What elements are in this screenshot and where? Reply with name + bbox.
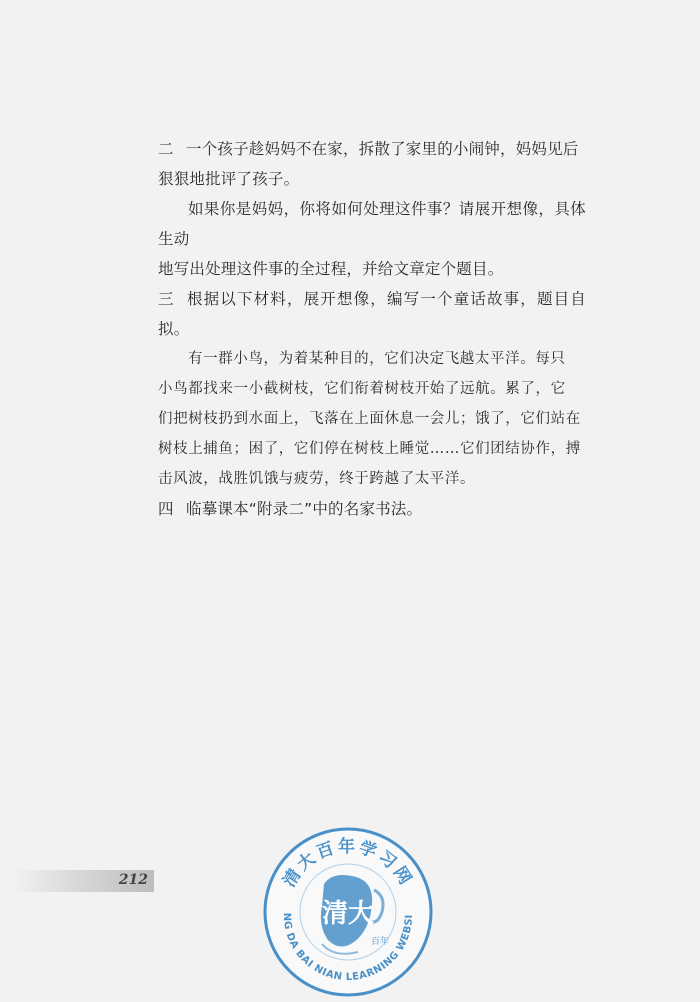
watermark-seal xyxy=(262,826,434,998)
exercise-4-text: 临摹课本“附录二”中的名家书法。 xyxy=(186,500,423,518)
exercise-3-text: 根据以下材料，展开想像，编写一个童话故事，题目自拟。 xyxy=(158,290,586,338)
exercise-2-line1: 一个孩子趁妈妈不在家，拆散了家里的小闹钟，妈妈见后 xyxy=(186,140,579,158)
page-number-bar xyxy=(14,870,154,892)
page-number: 212 xyxy=(118,872,148,888)
exercise-2-prompt2: 地写出处理这件事的全过程，并给文章定个题目。 xyxy=(158,260,504,278)
seal-small-chars: 百年 xyxy=(370,937,390,947)
seal-logo-icon xyxy=(262,826,434,998)
story-line: 有一群小鸟，为着某种目的，它们决定飞越太平洋。每只 xyxy=(188,351,566,367)
exercise-2-label: 二 xyxy=(158,140,174,158)
exercise-2 xyxy=(158,134,586,164)
story-line: 树枝上捕鱼；困了，它们停在树枝上睡觉……它们团结协作，搏 xyxy=(158,441,581,457)
seal-bottom-text: NG DA BAI NIAN LEARNING WEBSI xyxy=(280,912,416,984)
exercise-text xyxy=(158,134,586,524)
story-line: 小鸟都找来一小截树枝，它们衔着树枝开始了远航。累了，它 xyxy=(158,381,566,397)
seal-top-text: 清大百年学习网 xyxy=(279,837,417,891)
exercise-2-prompt1: 如果你是妈妈，你将如何处理这件事？请展开想像，具体生动 xyxy=(158,200,586,248)
exercise-2-line2: 狠狠地批评了孩子。 xyxy=(158,170,300,188)
exercise-4-label: 四 xyxy=(158,500,174,518)
seal-center-chars: 清大 xyxy=(321,899,375,929)
exercise-4 xyxy=(158,494,586,524)
exercise-3-label: 三 xyxy=(158,290,174,308)
exercise-3 xyxy=(158,284,586,344)
story-line: 击风波，战胜饥饿与疲劳，终于跨越了太平洋。 xyxy=(158,471,476,487)
story-material xyxy=(158,344,586,494)
story-line: 们把树枝扔到水面上，飞落在上面休息一会儿；饿了，它们站在 xyxy=(158,411,581,427)
